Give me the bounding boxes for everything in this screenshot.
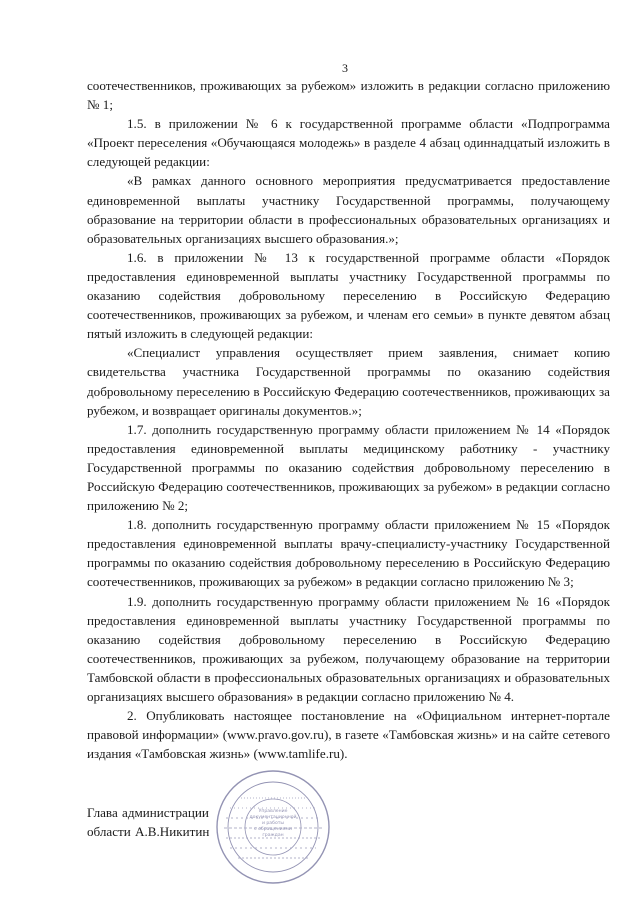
paragraph-item-1-8: 1.8. дополнить государственную программу области приложением № 15 «Порядок предоставления единовременной выплаты врачу-специалисту-участнику Государственной программы по оказанию содействия добровольному переселению в Российскую Федерацию соотечественников, проживающих за рубежом» в редакции согласно приложению № 3; [87, 517, 610, 590]
paragraph-item-2: 2. Опубликовать настоящее постановление на «Официальном интернет-портале правовой информации» (www.pravo.gov.ru), в газете «Тамбовская жизнь» и на сайте сетевого издания «Тамбовская жизнь» (www.tamlife.ru). [87, 708, 610, 762]
paragraph-item-1-7: 1.7. дополнить государственную программу области приложением № 14 «Порядок предоставления единовременной выплаты медицинскому работнику - участнику Государственной программы по оказанию содействия добровольному переселению в Российскую Федерацию соотечественников, проживающих за рубежом» в редакции согласно приложению № 2; [87, 421, 610, 514]
paragraph-quote-1-6: «Специалист управления осуществляет прием заявления, снимает копию свидетельства участника Государственной программы по оказанию содействия добровольному переселению в Российскую Федерацию соотечественников, проживающих за рубежом, и возвращает оригиналы документов.»; [87, 345, 610, 418]
paragraph-item-1-9: 1.9. дополнить государственную программу области приложением № 16 «Порядок предоставления единовременной выплаты участнику Государственной программы по оказанию содействия добровольному переселению в Российскую Федерацию соотечественников, проживающих за рубежом, получающему образование на территории Тамбовской области в профессиональных образовательных организациях и образовательных организациях высшего образования» в редакции согласно приложению № 4. [87, 593, 610, 704]
svg-text:граждан: граждан [262, 833, 284, 838]
signature-title: Глава администрации [87, 805, 209, 820]
paragraph-continuation: соотечественников, проживающих за рубежом» изложить в редакции согласно приложению № 1; [87, 78, 610, 113]
svg-text:с обращениями: с обращениями [254, 827, 292, 832]
paragraph-item-1-5: 1.5. в приложении № 6 к государственной программе области «Подпрограмма «Проект переселения «Обучающаяся молодежь» в разделе 4 абзац одиннадцатый изложить в следующей редакции: [87, 116, 610, 170]
page-number: 3 [342, 61, 348, 75]
svg-text:Управление: Управление [258, 809, 288, 814]
paragraph-item-1-6: 1.6. в приложении № 13 к государственной программе области «Порядок предоставления единовременной выплаты участнику Государственной программы по оказанию содействия добровольному переселению в Российскую Федерацию соотечественников, проживающих за рубежом, и членам его семьи» в пункте девятом абзац пятый изложить в следующей редакции: [87, 249, 610, 342]
official-seal [214, 768, 332, 886]
signature-block [87, 803, 209, 841]
signature-name: области А.В.Никитин [87, 824, 210, 839]
paragraph-quote-1-5: «В рамках данного основного мероприятия предусматривается предоставление единовременной выплаты участнику Государственной программы, получающему образование на территории области в профессиональных образовательных организациях и образовательных организациях высшего образования.»; [87, 173, 610, 246]
document-body [87, 76, 610, 763]
svg-text:и работы: и работы [261, 821, 285, 826]
svg-text:документационной: документационной [249, 815, 297, 820]
